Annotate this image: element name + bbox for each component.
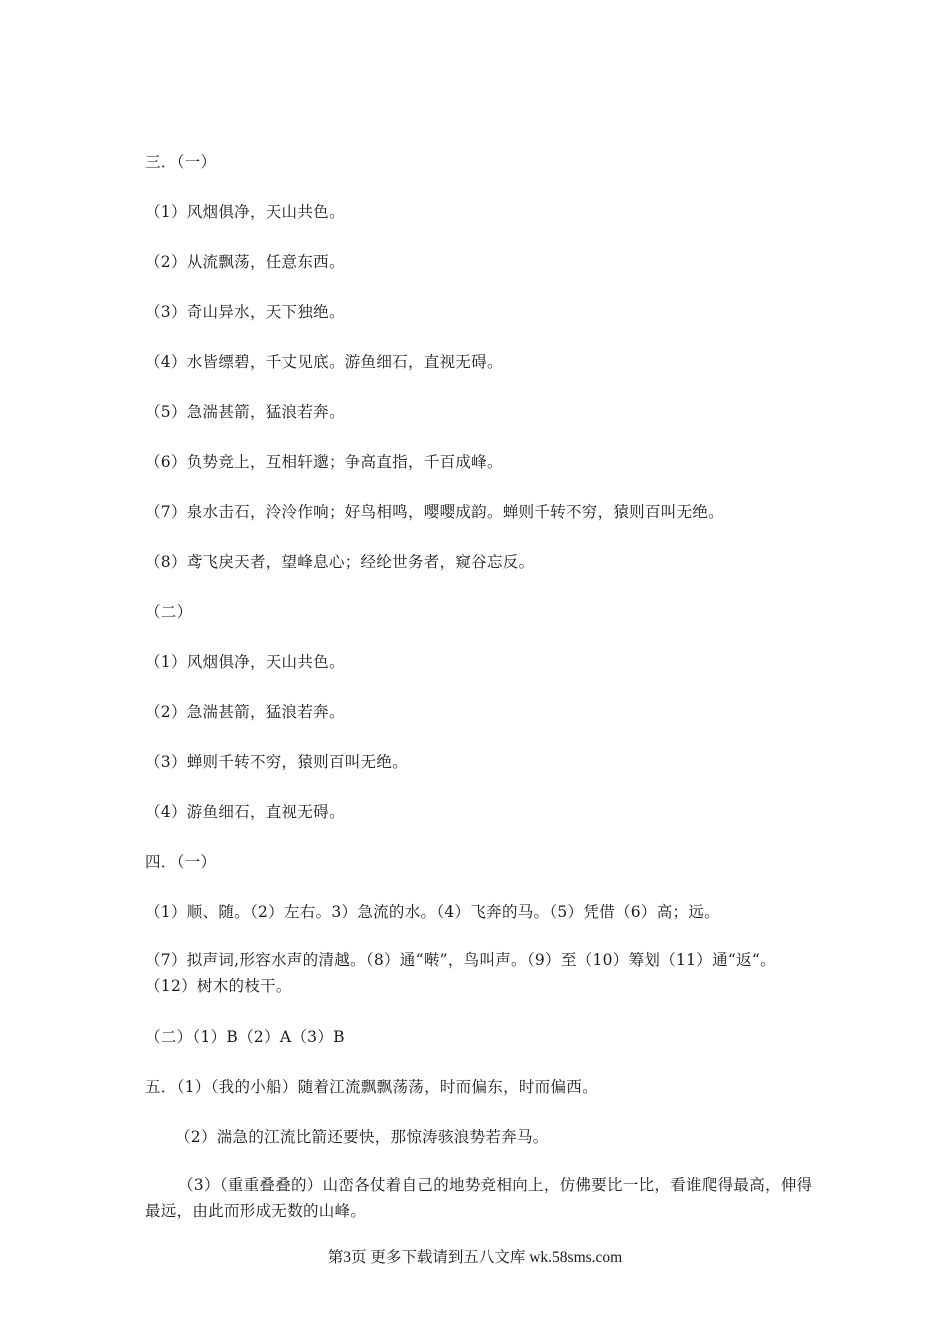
answer-line: （4）水皆缥碧，千丈见底。游鱼细石，直视无碍。	[145, 353, 503, 371]
section-five-heading: 五．（1）（我的小船）随着江流飘飘荡荡，时而偏东，时而偏西。	[145, 1078, 598, 1096]
answer-line: （二）（1）B（2）A（3）B	[145, 1028, 345, 1046]
answer-line: （6）负势竞上，互相轩邈；争高直指，千百成峰。	[145, 453, 503, 471]
page-footer: 第3页 更多下载请到五八文库 wk.58sms.com	[327, 1249, 623, 1266]
answer-line: （2）湍急的江流比箭还要快，那惊涛骇浪势若奔马。	[175, 1128, 549, 1146]
answer-line: （2）急湍甚箭，猛浪若奔。	[145, 703, 345, 721]
answer-line: （5）急湍甚箭，猛浪若奔。	[145, 403, 345, 421]
answer-line: （1）风烟俱净，天山共色。	[145, 203, 345, 221]
answer-line: （2）从流飘荡，任意东西。	[145, 253, 345, 271]
answer-line: （1）风烟俱净，天山共色。	[145, 653, 345, 671]
section-three-heading: 三．（一）	[145, 153, 217, 171]
subsection-heading: （二）	[145, 603, 193, 621]
answer-paragraph: （3）（重重叠叠的）山峦各仗着自己的地势竞相向上，仿佛要比一比，看谁爬得最高，伸得最远，由此而形成无数的山峰。	[145, 1176, 813, 1220]
answer-paragraph: （7）拟声词,形容水声的清越。（8）通“啭”，鸟叫声。（9）至（10）筹划（11）通“返“。（12）树木的枝干。	[145, 951, 776, 995]
answer-line: （8）鸢飞戾天者，望峰息心；经纶世务者，窥谷忘反。	[145, 553, 535, 571]
section-four-heading: 四．（一）	[145, 853, 217, 871]
answer-line: （7）泉水击石，泠泠作响；好鸟相鸣，嘤嘤成韵。蝉则千转不穷，猿则百叫无绝。	[145, 503, 724, 521]
answer-line: （3）奇山异水，天下独绝。	[145, 303, 345, 321]
answer-line: （4）游鱼细石，直视无碍。	[145, 803, 345, 821]
answer-line: （3）蝉则千转不穷，猿则百叫无绝。	[145, 753, 408, 771]
answer-line: （1）顺、随。（2）左右。3）急流的水。（4）飞奔的马。（5）凭借（6）高；远。	[145, 903, 720, 921]
